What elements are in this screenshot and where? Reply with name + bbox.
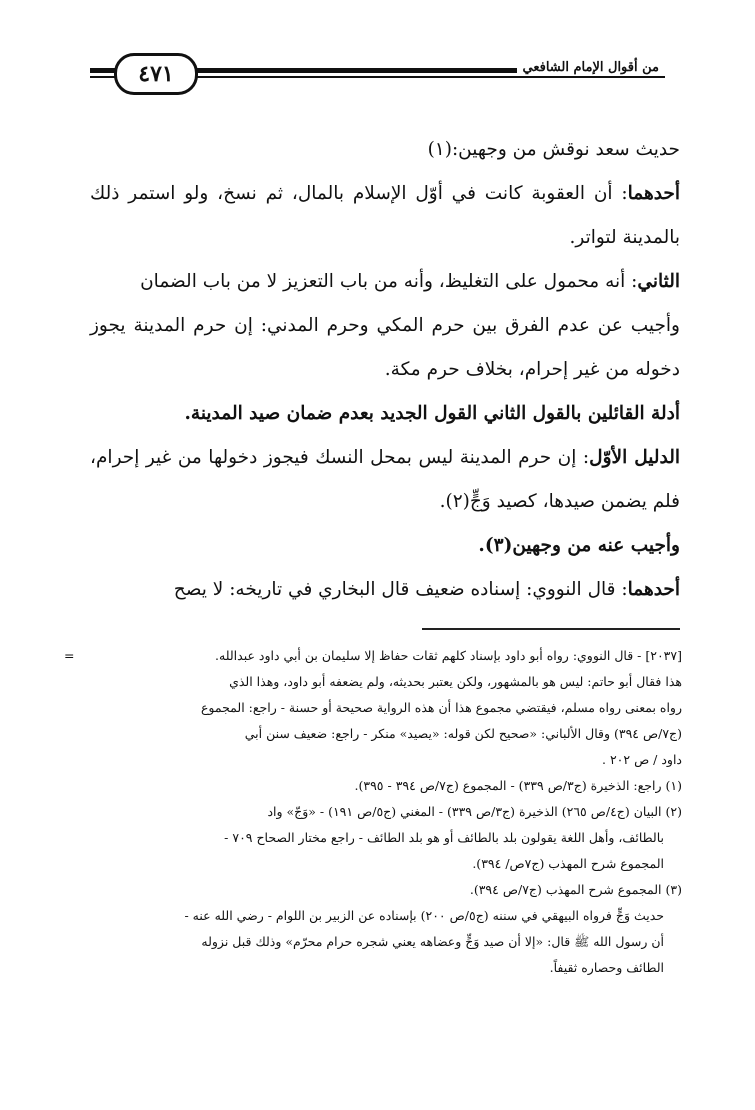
paragraph: حديث سعد نوقش من وجهين:(١) <box>427 139 680 160</box>
footnotes <box>64 643 682 981</box>
main-text <box>90 128 680 612</box>
footnote-line: بالطائف، وأهل اللغة يقولون بلد بالطائف أو هو بلد الطائف - راجع مختار الصحاح ٧٠٩ - <box>224 830 664 845</box>
paragraph-text: : أن العقوبة كانت في أوّل الإسلام بالمال، ثم نسخ، ولو استمر ذلك بالمدينة لتواتر. <box>90 183 680 248</box>
footnote-1: (١) راجع: الذخيرة (ج٣/ص ٣٣٩) - المجموع (ج٧/ص ٣٩٤ - ٣٩٥). <box>354 778 682 793</box>
paragraph-label: أحدهما <box>627 579 680 600</box>
footnote-line: [٢٠٣٧] - قال النووي: رواه أبو داود بإسناد كلهم ثقات حفاظ إلا سليمان بن أبي داود عبدالله. <box>215 648 682 663</box>
paragraph <box>90 568 680 612</box>
paragraph-label: الدليل الأوّل <box>589 447 680 468</box>
paragraph <box>90 524 680 568</box>
paragraph <box>90 436 680 524</box>
paragraph-text: : إن حرم المدينة ليس بمحل النسك فيجوز دخولها من غير إحرام، فلم يضمن صيدها، كصيد وَجٍّ(٢). <box>90 447 680 512</box>
footnote-2: (٢) البيان (ج٤/ص ٢٦٥) الذخيرة (ج٣/ص ٣٣٩) - المغني (ج٥/ص ١٩١) - «وَجّ» واد <box>267 804 682 819</box>
paragraph <box>90 260 680 304</box>
section-heading-text: أدلة القائلين بالقول الثاني القول الجديد بعدم ضمان صيد المدينة. <box>184 403 680 424</box>
page-header <box>90 52 665 92</box>
footnote-line: رواه بمعنى رواه مسلم، فيقتضي مجموع هذا أن هذه الرواية صحيحة أو حسنة - راجع: المجموع <box>200 700 682 715</box>
footnote-line: أن رسول الله ﷺ قال: «إلا أن صيد وَجٍّ وعضاهه يعني شجره حرام محرّم» وذلك قبل نزوله <box>201 934 664 949</box>
footnote-line: حديث وَجٍّ فرواه البيهقي في سننه (ج٥/ص ٢٠٠) بإسناده عن الزبير بن اللوام - رضي الله عنه - <box>184 908 664 923</box>
paragraph: وأجيب عن عدم الفرق بين حرم المكي وحرم المدني: إن حرم المدينة يجوز دخوله من غير إحرام، بخلاف حرم مكة. <box>90 315 680 380</box>
paragraph-label: أحدهما <box>627 183 680 204</box>
footnote-line: المجموع شرح المهذب (ج٧ص/ ٣٩٤). <box>472 856 664 871</box>
page-number: ٤٧١ <box>138 61 174 87</box>
section-heading <box>90 392 680 436</box>
footnote-continuation <box>64 643 682 669</box>
footnote-line: هذا فقال أبو حاتم: ليس هو بالمشهور، ولكن يعتبر بحديثه، ولم يضعفه أبو داود، وهذا الذي <box>229 674 682 689</box>
running-title: من أقوال الإمام الشافعي <box>517 60 666 75</box>
footnote-line: (ج٧/ص ٣٩٤) وقال الألباني: «صحيح لكن قوله: «يصيد» منكر - راجع: ضعيف سنن أبي <box>244 726 682 741</box>
page-number-badge <box>114 53 198 95</box>
footnote-line: داود / ص ٢٠٢ . <box>602 752 682 767</box>
continuation-mark: = <box>64 648 75 663</box>
paragraph-label: الثاني <box>637 271 680 292</box>
paragraph-text: : قال النووي: إسناده ضعيف قال البخاري في تاريخه: لا يصح <box>173 579 628 600</box>
paragraph-text: وأجيب عنه من وجهين(٣). <box>478 535 680 556</box>
footnote-3: (٣) المجموع شرح المهذب (ج٧/ص ٣٩٤). <box>469 882 682 897</box>
footnote-line: الطائف وحصاره ثقيفاً. <box>549 960 664 975</box>
paragraph-text: : أنه محمول على التغليظ، وأنه من باب التعزيز لا من باب الضمان <box>140 271 638 292</box>
paragraph <box>90 172 680 260</box>
footnote-separator <box>422 628 680 630</box>
